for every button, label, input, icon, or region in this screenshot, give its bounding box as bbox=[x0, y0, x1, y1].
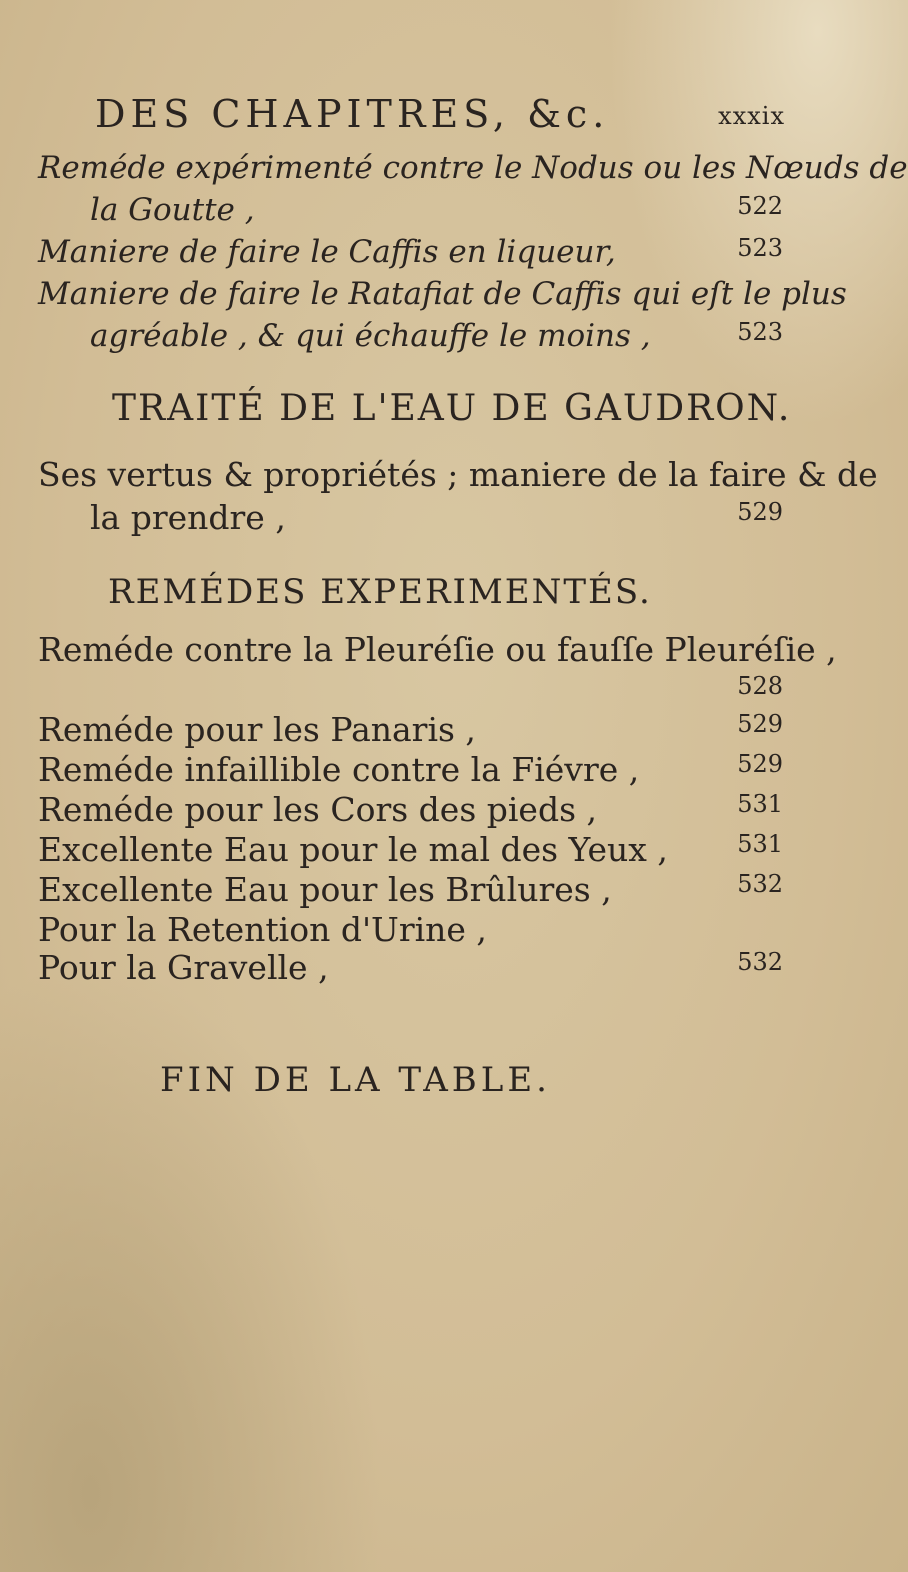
entry-text: la prendre , bbox=[90, 498, 286, 537]
entry-page-number: 528 bbox=[737, 672, 783, 700]
entry-text: Reméde expérimenté contre le Nodus ou les Nœuds de bbox=[38, 150, 908, 186]
entry-text: agréable , & qui échauffe le moins , bbox=[90, 318, 651, 354]
end-of-table: FIN DE LA TABLE. bbox=[160, 1060, 551, 1100]
toc-entry bbox=[38, 150, 908, 186]
toc-entry bbox=[38, 750, 783, 789]
entry-page-number: 531 bbox=[737, 790, 783, 818]
entry-page-number: 523 bbox=[737, 234, 783, 262]
toc-entry bbox=[38, 870, 783, 909]
section-title: TRAITÉ DE L'EAU DE GAUDRON. bbox=[112, 388, 792, 429]
entry-text: Reméde infaillible contre la Fiévre , bbox=[38, 750, 640, 789]
toc-entry bbox=[38, 630, 837, 669]
toc-entry bbox=[38, 234, 783, 270]
entry-page-number: 529 bbox=[737, 750, 783, 778]
toc-entry bbox=[38, 455, 878, 494]
entry-text: Maniere de faire le Caffis en liqueur, bbox=[38, 234, 616, 270]
entry-page-number: 529 bbox=[737, 498, 783, 526]
entry-text: Pour la Gravelle , bbox=[38, 948, 329, 987]
toc-entry-continuation bbox=[38, 318, 783, 354]
toc-entry bbox=[38, 710, 783, 749]
entry-text: la Goutte , bbox=[90, 192, 255, 228]
toc-entry-continuation bbox=[38, 498, 783, 537]
entry-text: Excellente Eau pour le mal des Yeux , bbox=[38, 830, 668, 869]
running-header bbox=[95, 92, 785, 136]
toc-entry bbox=[38, 830, 783, 869]
entry-page-number: 532 bbox=[737, 870, 783, 898]
entry-text: Reméde contre la Pleuréſie ou fauſſe Pleuréſie , bbox=[38, 630, 837, 669]
entry-text: Ses vertus & propriétés ; maniere de la faire & de bbox=[38, 455, 878, 494]
entry-text: Excellente Eau pour les Brûlures , bbox=[38, 870, 612, 909]
entry-text: Pour la Retention d'Urine , bbox=[38, 910, 487, 949]
entry-page-number: 532 bbox=[737, 948, 783, 976]
entry-page-number: 531 bbox=[737, 830, 783, 858]
header-title: DES CHAPITRES, &c. bbox=[95, 92, 610, 136]
entry-page-number: 523 bbox=[737, 318, 783, 346]
section-title: REMÉDES EXPERIMENTÉS. bbox=[108, 572, 652, 612]
entry-page-number: 522 bbox=[737, 192, 783, 220]
toc-entry bbox=[38, 276, 847, 312]
toc-entry bbox=[38, 790, 783, 829]
toc-entry-continuation bbox=[38, 192, 783, 228]
toc-entry bbox=[38, 910, 783, 949]
entry-text: Reméde pour les Panaris , bbox=[38, 710, 476, 749]
toc-entry bbox=[38, 948, 783, 987]
header-page-number: xxxix bbox=[718, 102, 785, 130]
entry-page-number: 529 bbox=[737, 710, 783, 738]
entry-text: Maniere de faire le Ratafiat de Caffis qui eſt le plus bbox=[38, 276, 847, 312]
entry-text: Reméde pour les Cors des pieds , bbox=[38, 790, 598, 829]
